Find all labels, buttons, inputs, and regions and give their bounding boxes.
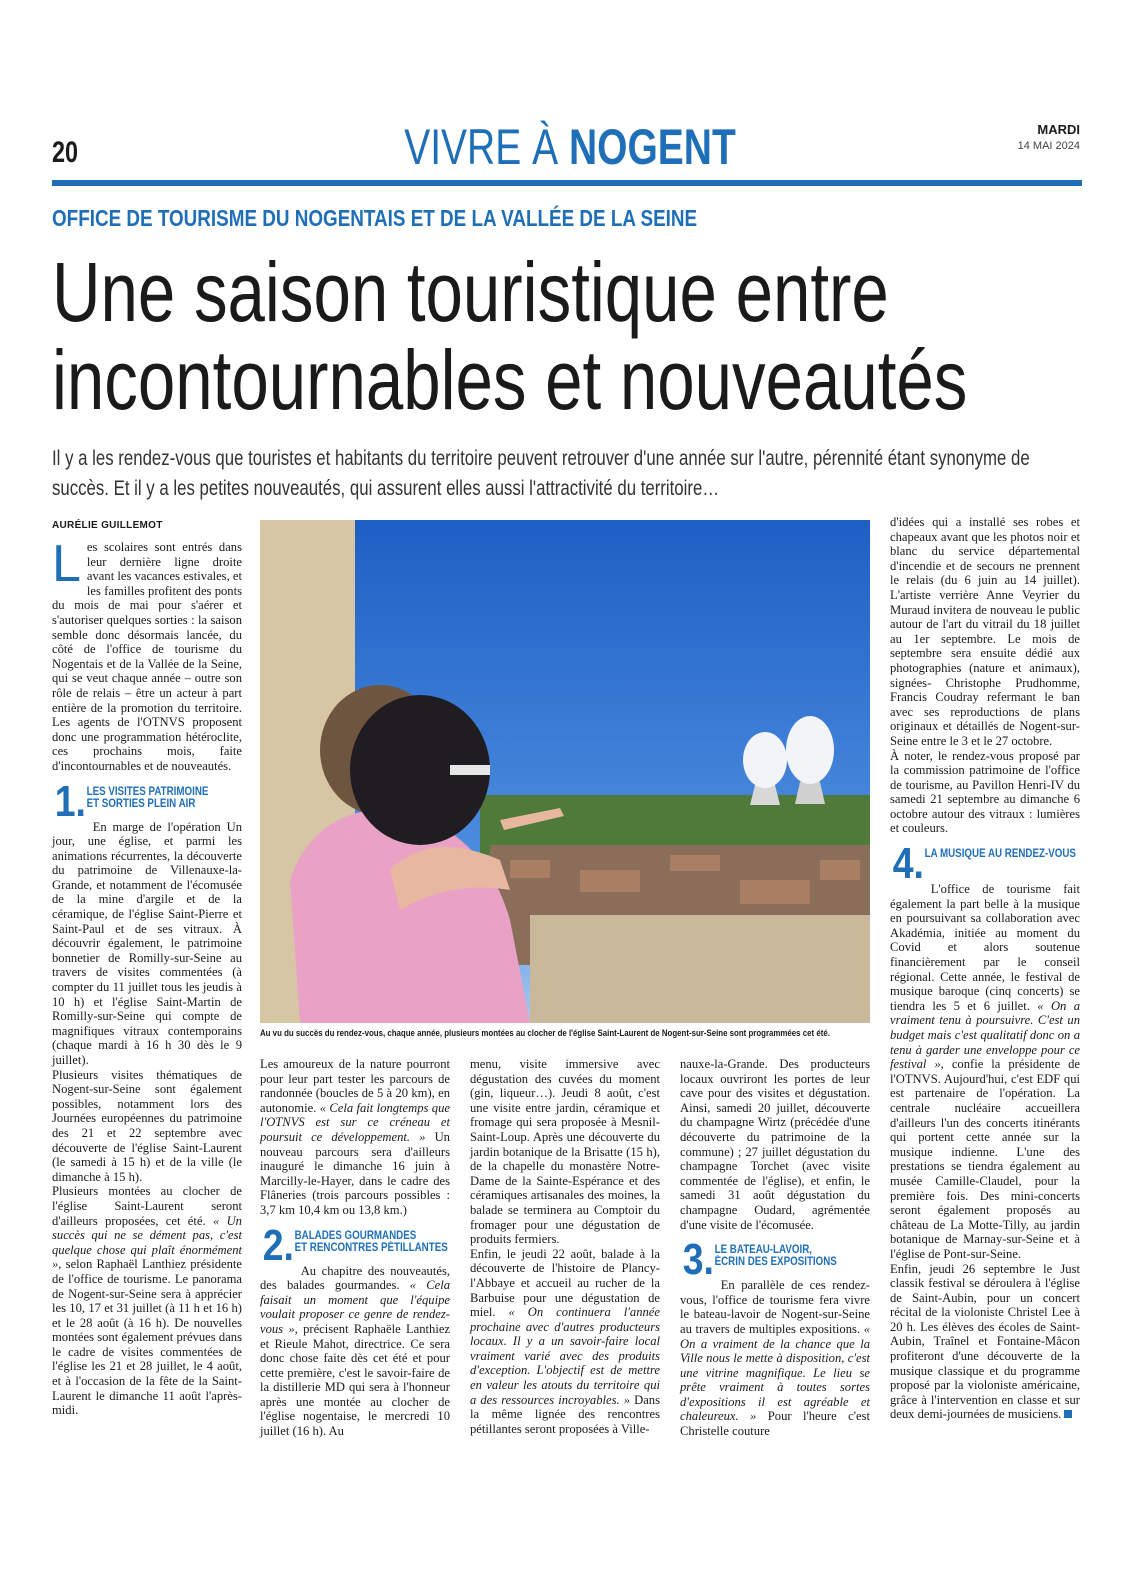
roof bbox=[580, 870, 640, 892]
article-kicker: OFFICE DE TOURISME DU NOGENTAIS ET DE LA VALLÉE DE LA SEINE bbox=[52, 205, 698, 231]
subhead-3-line-b: ÉCRIN DES EXPOSITIONS bbox=[714, 1256, 837, 1269]
s2-text-b: précisent Raphaële Lanthiez et Rieule Mahot, directrice. Ce sera donc chose faite dès cet été et pour cette première, c'est le savoir-faire de la distillerie MD qui sera à l'honneur après une montée au clocher de l'église nogentaise, le mercredi 10 juillet (16 h). Au bbox=[260, 1321, 450, 1439]
b2-paragraph-1: menu, visite immersive avec dégustation des cuvées du moment (gin, liqueur…). Jeudi 8 août, c'est une visite entre jardin, céramique et fromage qui sera proposée à Mesnil-Saint-Loup. Après une découverte du jardin botanique de la Brisatte (15 h), de la chapelle du monastère Notre-Dame de la Sainte-Espérance et des céramiques artisanales des moines, la balade se terminera au Comptoir du fromager pour une dégustation de produits fermiers. bbox=[470, 1057, 660, 1247]
b2-text-a: Enfin, le jeudi 22 août, balade à la découverte de l'histoire de Plancy-l'Abbaye et accueil au rucher de la Barbuise pour une dégustation de miel. bbox=[470, 1246, 660, 1320]
s2-paragraph-1 bbox=[260, 1264, 450, 1439]
subhead-4 bbox=[890, 839, 1080, 889]
page-number: 20 bbox=[52, 136, 79, 169]
r-paragraph-2: À noter, le rendez-vous proposé par la commission patrimoine de l'office de tourisme, au Pavillon Henri-IV du samedi 21 septembre au dimanche 6 octobre autour des vitraux : lumières et couleurs. bbox=[890, 748, 1080, 836]
subhead-2-number: 2. bbox=[262, 1220, 294, 1270]
s1-paragraph-3 bbox=[52, 1184, 242, 1418]
roof bbox=[670, 855, 720, 871]
drop-cap: L bbox=[52, 535, 81, 593]
subhead-3-line-a: LE BATEAU-LAVOIR, bbox=[714, 1244, 812, 1257]
s4-p2-text: Enfin, jeudi 26 septembre le Just classik festival se déroulera à l'église de Saint-Aubin, pour un concert récital de la violoniste Christel Lee à 20 h. Les élèves des écoles de Saint-Aubin, Traînel et Fontaine-Mâcon profiteront d'une découverte de la musique classique et du programme proposé par la violoniste américaine, grâce à l'intervention en classe et sur deux demi-journées de musiciens. bbox=[890, 1261, 1080, 1422]
b2-quote: « On continuera l'année prochaine avec d'autres producteurs locaux. Il y a un savoir-faire local vraiment varié avec des produits d'exception. L'objectif est de mettre en valeur les atouts du territoire qui a des ressources incroyables. » bbox=[470, 1305, 660, 1407]
b1-text-a: Les amoureux de la nature pourront pour leur part tester les parcours de randonnée (boucles de 5 à 20 km), en autonomie. bbox=[260, 1057, 450, 1115]
s4-text-a: L'office de tourisme fait également la part belle à la musique en poursuivant sa collaboration avec Akadémia, initiée au moment du Covid et alors soutenue financièrement par le conseil régional. Cette année, le festival de musique baroque (cinq concerts) se tiendra les 5 et 6 juillet. bbox=[890, 882, 1080, 1013]
article-photo bbox=[260, 520, 870, 1023]
roof bbox=[820, 860, 860, 880]
b1-text-b: Un nouveau parcours sera d'ailleurs inauguré le dimanche 16 juin à Marcilly-le-Hayer, dans le cadre des Flâneries (trois parcours possibles : 3,7 km 10,4 km ou 13,8 km.) bbox=[260, 1129, 450, 1217]
subhead-1-line-b: ET SORTIES PLEIN AIR bbox=[86, 797, 196, 810]
headline-line-2: incontournables et nouveautés bbox=[52, 333, 968, 427]
article-standfirst: Il y a les rendez-vous que touristes et habitants du territoire peuvent retrouver d'une année sur l'autre, pérennité étant synonyme de succès. Et il y a les petites nouveautés, qui assurent elles aussi l'attractivité du territoire… bbox=[52, 447, 1030, 500]
b1-quote: « Cela fait longtemps que l'OTNVS est sur ce créneau et poursuit ce développement. » bbox=[260, 1100, 450, 1144]
issue-date: 14 MAI 2024 bbox=[1017, 140, 1080, 152]
b2-paragraph-2 bbox=[470, 1247, 660, 1437]
text-column-4 bbox=[680, 1057, 870, 1439]
text-column-2 bbox=[260, 1057, 450, 1439]
s4-text-b: confie la présidente de l'OTNVS. Aujourd'hui, c'est EDF qui est partenaire de l'opération. La centrale nucléaire accueillera d'ailleurs l'un des concerts itinérants qui portent cette année sur la musique indienne. L'une des prestations se tiendra également au musée Camille-Claudel, pour la première fois. Des mini-concerts seront également proposés au château de La Motte-Tilly, au jardin botanique de Marnay-sur-Seine et à l'église de Pont-sur-Seine. bbox=[890, 1057, 1081, 1261]
subhead-2 bbox=[260, 1220, 450, 1270]
subhead-4-line: LA MUSIQUE AU RENDEZ-VOUS bbox=[924, 848, 1076, 861]
text-column-3 bbox=[470, 1057, 660, 1436]
section-header bbox=[125, 118, 1014, 176]
photo-illustration bbox=[260, 520, 870, 1023]
s1-p3-text-b: selon Raphaël Lanthiez présidente de l'office de tourisme. Le panorama de Nogent-sur-Seine sera à apprécier les 10, 17 et 31 juillet (à 11 h et 16 h) et le 28 août (à 16 h). De nouvelles montées sont également prévues dans le cadre de visites commentées de l'église les 21 et 28 juillet, le 4 août, et à l'occasion de la fête de la Saint-Laurent le dimanche 11 août l'après-midi. bbox=[52, 1257, 242, 1418]
subhead-1-line-a: LES VISITES PATRIMOINE bbox=[86, 785, 209, 798]
s2-text-a: Au chapitre des nouveautés, des balades gourmandes. bbox=[260, 1263, 450, 1293]
s1-paragraph-2: Plusieurs visites thématiques de Nogent-sur-Seine sont également possibles, notamment lors des Journées européennes du patrimoine des 21 et 22 septembre avec découverte de l'église Saint-Laurent (le samedi à 15 h) et de la ville (le dimanche à 15 h). bbox=[52, 1067, 242, 1184]
subhead-3-number: 3. bbox=[682, 1235, 714, 1285]
s1-p3-text-a: Plusieurs montées au clocher de l'église Saint-Laurent seront d'ailleurs proposées, cet été. bbox=[52, 1184, 242, 1228]
b1-paragraph-1 bbox=[260, 1057, 450, 1218]
stone-parapet bbox=[530, 915, 870, 1023]
subhead-1 bbox=[52, 776, 242, 826]
subhead-3 bbox=[680, 1235, 870, 1285]
s3-quote: « On a vraiment de la chance que la Ville nous le mette à disposition, c'est une vitrine magnifique. Le lieu se prête vraiment à toutes sortes d'expositions il est agréable et chaleureux. » bbox=[680, 1321, 870, 1424]
steam-cloud-1 bbox=[743, 732, 787, 788]
subhead-4-number: 4. bbox=[892, 839, 924, 889]
intro-text: es scolaires sont entrés dans leur dernière ligne droite avant les vacances estivales, et les familles profitent des ponts du mois de mai pour s'aérer et s'autoriser quelques sorties : la saison semble donc désormais lancée, du côté de l'office de tourisme du Nogentais et de la Vallée de la Seine, qui se veut chaque année – outre son rôle de relais – être un acteur à part entière de la promotion du territoire. Les agents de l'OTNVS proposent donc une programmation hétéroclite, ces prochains mois, faite d'incontournables et de nouveautés. bbox=[52, 540, 242, 773]
header-rule bbox=[52, 180, 1082, 186]
subhead-2-line-a: BALADES GOURMANDES bbox=[294, 1229, 417, 1242]
section-header-light: VIVRE À bbox=[404, 119, 559, 175]
subhead-2-line-b: ET RENCONTRES PÉTILLANTES bbox=[294, 1241, 448, 1254]
photo-caption: Au vu du succès du rendez-vous, chaque année, plusieurs montées au clocher de l'église Saint-Laurent de Nogent-sur-Seine sont programmées cet été. bbox=[260, 1027, 830, 1038]
b2-text-b: Dans la même lignée des rencontres pétillantes seront proposées à Ville- bbox=[470, 1392, 660, 1436]
s3-text-a: En parallèle de ces rendez-vous, l'office de tourisme fera vivre le bateau-lavoir de Nogent-sur-Seine au travers de multiples expositions. bbox=[680, 1278, 870, 1336]
roof bbox=[510, 860, 550, 878]
sunglasses bbox=[450, 765, 490, 775]
s1-paragraph-1: En marge de l'opération Un jour, une église, et parmi les animations récurrentes, la découverte du patrimoine de Villenauxe-la-Grande, et notamment de l'écomusée de la mine d'argile et de la céramique, de l'église Saint-Pierre et Saint-Paul et de ses vitraux. À découvrir également, le patrimoine bonnetier de Romilly-sur-Seine au travers de visites commentées (à compter du 11 juillet tous les jeudis à 10 h) et l'église Saint-Martin de Romilly-sur-Seine qui compte de magnifiques vitraux contemporains (chaque mardi à 16 h 30 dès le 9 juillet). bbox=[52, 819, 242, 1067]
intro-paragraph bbox=[52, 535, 242, 774]
article-headline bbox=[52, 245, 1052, 427]
s3-paragraph-1 bbox=[680, 1278, 870, 1439]
s4-quote: « On a vraiment tenu à poursuivre. C'est un budget mais c'est qualitatif donc on a tenu à garder une enveloppe pour ce festival », bbox=[890, 998, 1080, 1072]
subhead-1-number: 1. bbox=[54, 776, 86, 826]
text-column-1 bbox=[52, 535, 242, 1418]
s3-text-b: Pour l'heure c'est Christelle couture bbox=[680, 1409, 870, 1439]
r-paragraph-1: d'idées qui a installé ses robes et chapeaux avant que les photos noir et blanc du service départemental d'incendie et de secours ne prennent le relais (du 6 juin au 14 juillet). L'artiste verrière Anne Veyrier du Muraud invitera de nouveau le public autour de l'art du vitrail du 18 juillet au 1er septembre. Le mois de septembre sera ensuite dédié aux photographies (nature et animaux), signées- Christophe Prudhomme, Francis Coudray refermant le ban avec ses reproductions de plans originaux et détaillés de Nogent-sur-Seine entre le 3 et le 27 octobre. bbox=[890, 515, 1080, 748]
section-header-bold: NOGENT bbox=[568, 119, 736, 175]
s1-p3-quote: « Un succès qui ne se dément pas, c'est quelque chose qui plaît énormément », bbox=[52, 1213, 242, 1272]
headline-line-1: Une saison touristique entre bbox=[52, 245, 889, 339]
steam-cloud-2 bbox=[786, 716, 834, 784]
s4-paragraph-2 bbox=[890, 1262, 1080, 1423]
s4-paragraph-1 bbox=[890, 882, 1080, 1261]
s2-quote: « Cela faisait un moment que l'équipe voulait proposer ce genre de rendez-vous », bbox=[260, 1278, 450, 1336]
b3-paragraph-1: nauxe-la-Grande. Des producteurs locaux ouvriront les portes de leur cave pour des visites et dégustation. Ainsi, samedi 20 juillet, découverte du champagne Wirtz (précédée d'une découverte du patrimoine de la commune) ; 27 juillet dégustation du champagne Torchet (avec visite commentée de l'église), et enfin, le samedi 31 août dégustation du champagne Oudard, agrémentée d'une visite de l'écomusée. bbox=[680, 1057, 870, 1232]
author-byline: AURÉLIE GUILLEMOT bbox=[52, 520, 163, 531]
end-mark-icon bbox=[1064, 1410, 1072, 1418]
text-column-5 bbox=[890, 515, 1080, 1422]
roof bbox=[740, 880, 810, 904]
issue-day: MARDI bbox=[1037, 122, 1080, 137]
